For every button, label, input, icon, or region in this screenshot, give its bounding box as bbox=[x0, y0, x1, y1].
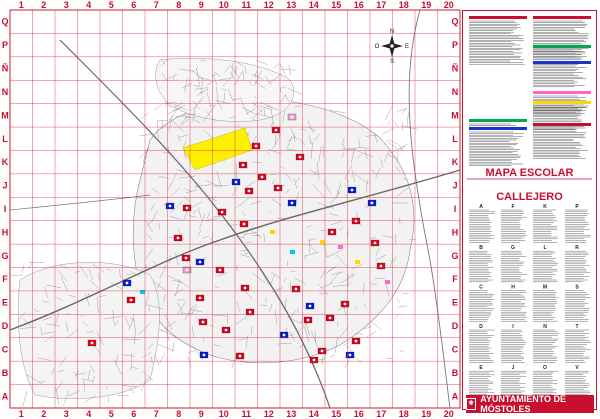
callejero-letter: H bbox=[511, 284, 515, 291]
grid-row-label-right: Q bbox=[451, 16, 459, 27]
footer-text: AYUNTAMIENTO DE MÓSTOLES bbox=[480, 394, 567, 414]
facility-plot bbox=[385, 280, 390, 284]
grid-row-label-left: D bbox=[1, 321, 9, 332]
school-marker-dot bbox=[199, 297, 202, 300]
school-marker-dot bbox=[202, 321, 205, 324]
grid-row-label-left: H bbox=[1, 227, 9, 238]
school-marker-dot bbox=[186, 269, 189, 272]
grid-column-label-bottom: 15 bbox=[331, 409, 342, 419]
school-marker-dot bbox=[380, 265, 383, 268]
facility-plot bbox=[338, 245, 343, 249]
grid-column-label-top: 11 bbox=[241, 0, 252, 10]
grid-row-label-right: F bbox=[452, 274, 458, 285]
facility-plot bbox=[355, 260, 360, 264]
school-marker-dot bbox=[199, 261, 202, 264]
callejero-letter: G bbox=[511, 245, 515, 252]
grid-row-label-right: M bbox=[451, 110, 459, 121]
southwest-district bbox=[18, 262, 159, 398]
school-table-header bbox=[469, 119, 527, 122]
school-table-header bbox=[533, 123, 591, 126]
facility-plot bbox=[270, 230, 275, 234]
mapa-escolar-title: MAPA ESCOLAR bbox=[485, 167, 574, 179]
compass-north-label: N bbox=[389, 29, 395, 35]
grid-column-label-bottom: 6 bbox=[131, 409, 137, 419]
school-table-header bbox=[533, 91, 591, 94]
grid-row-label-left: G bbox=[1, 250, 9, 261]
grid-column-label-top: 6 bbox=[131, 0, 137, 10]
grid-row-label-right: H bbox=[451, 227, 459, 238]
grid-column-label-bottom: 8 bbox=[176, 409, 182, 419]
grid-column-label-top: 17 bbox=[376, 0, 387, 10]
grid-row-label-left: M bbox=[1, 110, 9, 121]
school-marker-dot bbox=[244, 287, 247, 290]
grid-column-label-top: 12 bbox=[263, 0, 274, 10]
grid-row-label-left: N bbox=[1, 86, 9, 97]
grid-row-label-right: N bbox=[451, 86, 459, 97]
legend-graphics bbox=[463, 11, 596, 409]
school-marker-dot bbox=[351, 189, 354, 192]
grid-row-label-right: D bbox=[451, 321, 459, 332]
grid-column-label-bottom: 10 bbox=[218, 409, 229, 419]
school-marker-dot bbox=[299, 156, 302, 159]
grid-column-label-bottom: 9 bbox=[198, 409, 204, 419]
grid-column-label-top: 15 bbox=[331, 0, 342, 10]
compass-east-label: E bbox=[404, 44, 410, 50]
school-marker-dot bbox=[321, 350, 324, 353]
grid-row-label-right: E bbox=[451, 297, 459, 308]
grid-column-label-top: 2 bbox=[41, 0, 47, 10]
school-marker-dot bbox=[186, 207, 189, 210]
grid-row-label-right: P bbox=[451, 40, 459, 51]
grid-column-label-top: 14 bbox=[308, 0, 319, 10]
grid-column-label-top: 10 bbox=[218, 0, 229, 10]
grid-column-label-bottom: 14 bbox=[308, 409, 319, 419]
grid-row-label-left: K bbox=[1, 157, 9, 168]
grid-row-label-left: F bbox=[2, 274, 8, 285]
school-table-header bbox=[469, 127, 527, 130]
grid-column-label-bottom: 12 bbox=[263, 409, 274, 419]
callejero-letter: V bbox=[575, 365, 579, 372]
school-marker-dot bbox=[309, 305, 312, 308]
city-council-footer bbox=[466, 395, 594, 413]
callejero-title: CALLEJERO bbox=[496, 191, 563, 203]
school-marker-dot bbox=[344, 303, 347, 306]
school-marker-dot bbox=[219, 269, 222, 272]
legend-panel bbox=[462, 10, 597, 410]
grid-row-label-right: C bbox=[451, 344, 459, 355]
school-marker-dot bbox=[331, 231, 334, 234]
callejero-letter: R bbox=[575, 245, 579, 252]
grid-row-label-left: P bbox=[1, 40, 9, 51]
callejero-letter: M bbox=[542, 284, 548, 291]
grid-row-label-left: A bbox=[1, 391, 9, 402]
grid-column-label-top: 9 bbox=[198, 0, 204, 10]
grid-column-label-top: 5 bbox=[108, 0, 114, 10]
callejero-letter: P bbox=[575, 204, 579, 210]
school-marker-dot bbox=[355, 340, 358, 343]
callejero-letter: K bbox=[543, 204, 547, 210]
school-table-header bbox=[533, 45, 591, 48]
school-marker-dot bbox=[249, 311, 252, 314]
grid-column-label-top: 18 bbox=[398, 0, 409, 10]
grid-column-label-bottom: 5 bbox=[108, 409, 114, 419]
grid-row-label-left: Ñ bbox=[1, 63, 9, 74]
school-marker-dot bbox=[221, 211, 224, 214]
school-marker-dot bbox=[185, 257, 188, 260]
compass-center bbox=[390, 44, 394, 48]
grid-column-label-top: 16 bbox=[353, 0, 364, 10]
callejero-letter: F bbox=[511, 204, 515, 210]
grid-row-label-left: J bbox=[2, 180, 8, 191]
callejero-letter: O bbox=[543, 365, 547, 372]
grid-row-label-right: J bbox=[452, 180, 458, 191]
school-marker-dot bbox=[329, 317, 332, 320]
school-marker-dot bbox=[239, 355, 242, 358]
coat-of-arms-icon: ⚜ bbox=[466, 398, 476, 410]
school-marker-dot bbox=[243, 223, 246, 226]
school-table-header bbox=[533, 101, 591, 104]
callejero-letter: N bbox=[543, 324, 547, 330]
grid-row-label-right: I bbox=[453, 204, 457, 214]
grid-row-label-left: L bbox=[2, 133, 8, 144]
school-marker-dot bbox=[126, 282, 129, 285]
compass-west-label: O bbox=[374, 44, 380, 50]
grid-row-label-left: B bbox=[1, 367, 9, 378]
grid-column-label-top: 3 bbox=[63, 0, 69, 10]
facility-plot bbox=[140, 290, 145, 294]
school-marker-dot bbox=[307, 319, 310, 322]
grid-column-label-bottom: 20 bbox=[443, 409, 454, 419]
grid-row-label-right: L bbox=[452, 133, 458, 144]
compass-south-label: S bbox=[389, 59, 395, 65]
callejero-letter: C bbox=[479, 284, 483, 291]
grid-row-label-left: E bbox=[1, 297, 9, 308]
school-marker-dot bbox=[291, 116, 294, 119]
callejero-letter: L bbox=[543, 245, 547, 252]
grid-column-label-top: 4 bbox=[86, 0, 92, 10]
school-marker-dot bbox=[349, 354, 352, 357]
school-marker-dot bbox=[261, 176, 264, 179]
grid-column-label-bottom: 2 bbox=[41, 409, 47, 419]
school-marker-dot bbox=[177, 237, 180, 240]
callejero-letter: D bbox=[479, 324, 483, 330]
callejero-letter: A bbox=[479, 204, 483, 210]
grid-row-label-right: A bbox=[451, 391, 459, 402]
school-table-header bbox=[533, 16, 591, 19]
grid-row-label-right: B bbox=[451, 367, 459, 378]
school-marker-dot bbox=[242, 164, 245, 167]
school-marker-dot bbox=[169, 205, 172, 208]
grid-row-label-right: G bbox=[451, 250, 459, 261]
school-table-header bbox=[533, 61, 591, 64]
grid-column-label-bottom: 1 bbox=[18, 409, 24, 419]
grid-column-label-bottom: 7 bbox=[153, 409, 159, 419]
facility-plot bbox=[320, 240, 325, 244]
school-marker-dot bbox=[203, 354, 206, 357]
school-marker-dot bbox=[225, 329, 228, 332]
grid-row-label-left: Q bbox=[1, 16, 9, 27]
grid-column-label-top: 13 bbox=[286, 0, 297, 10]
school-marker-dot bbox=[355, 220, 358, 223]
school-marker-dot bbox=[255, 145, 258, 148]
grid-column-label-top: 20 bbox=[443, 0, 454, 10]
grid-column-label-bottom: 17 bbox=[376, 409, 387, 419]
callejero-letter: E bbox=[479, 365, 483, 372]
school-marker-dot bbox=[275, 129, 278, 132]
grid-column-label-bottom: 3 bbox=[63, 409, 69, 419]
grid-row-label-right: K bbox=[451, 157, 459, 168]
grid-column-label-bottom: 11 bbox=[241, 409, 252, 419]
grid-row-label-left: C bbox=[1, 344, 9, 355]
grid-column-label-top: 19 bbox=[421, 0, 432, 10]
callejero-letter: S bbox=[575, 284, 579, 291]
school-marker-dot bbox=[91, 342, 94, 345]
callejero-letter: B bbox=[479, 245, 483, 252]
school-table-header bbox=[469, 16, 527, 19]
callejero-letter: T bbox=[575, 324, 579, 330]
grid-row-label-right: Ñ bbox=[451, 63, 459, 74]
grid-column-label-bottom: 13 bbox=[286, 409, 297, 419]
school-marker-dot bbox=[283, 334, 286, 337]
school-marker-dot bbox=[277, 187, 280, 190]
facility-plot bbox=[290, 250, 295, 254]
school-marker-dot bbox=[130, 299, 133, 302]
school-marker-dot bbox=[291, 202, 294, 205]
grid-column-label-bottom: 19 bbox=[421, 409, 432, 419]
school-marker-dot bbox=[248, 190, 251, 193]
grid-column-label-top: 7 bbox=[153, 0, 159, 10]
callejero-letter: J bbox=[511, 365, 515, 372]
grid-column-label-bottom: 18 bbox=[398, 409, 409, 419]
school-marker-dot bbox=[371, 202, 374, 205]
grid-column-label-bottom: 4 bbox=[86, 409, 92, 419]
grid-column-label-top: 8 bbox=[176, 0, 182, 10]
school-marker-dot bbox=[295, 288, 298, 291]
callejero-letter: I bbox=[512, 324, 514, 330]
grid-column-label-top: 1 bbox=[18, 0, 24, 10]
grid-column-label-bottom: 16 bbox=[353, 409, 364, 419]
grid-row-label-left: I bbox=[3, 204, 7, 214]
